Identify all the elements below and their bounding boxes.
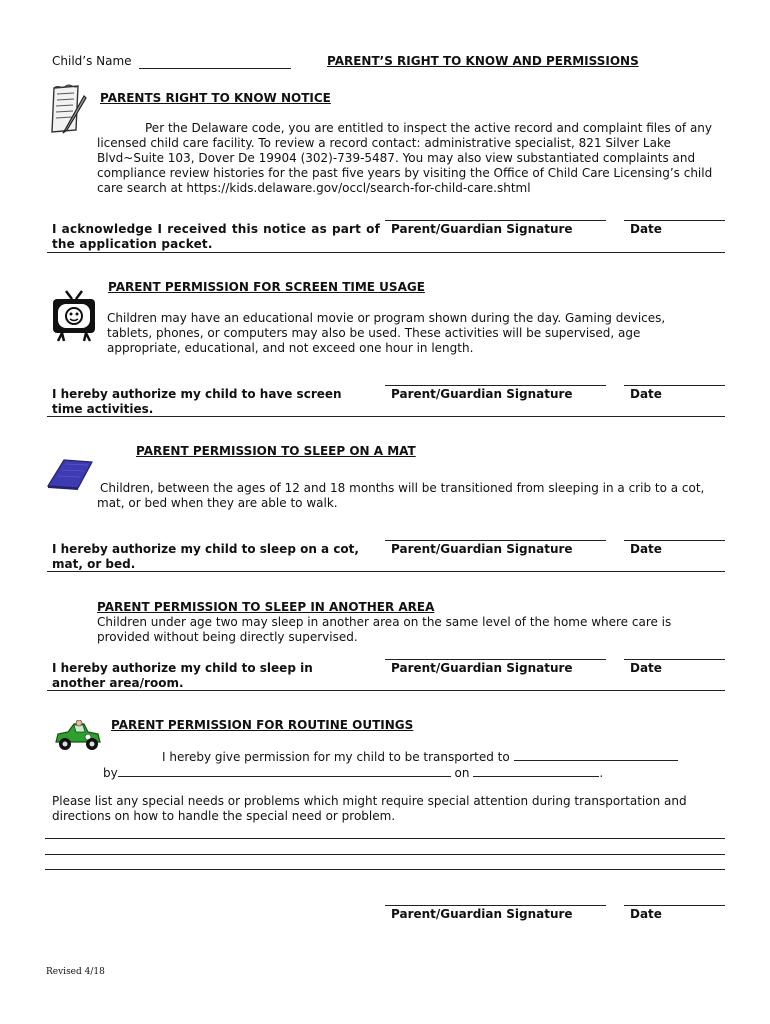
notice-signature-line[interactable] — [385, 220, 606, 221]
period: . — [599, 766, 604, 780]
on-label: on — [454, 766, 470, 780]
outings-date-label: Date — [630, 907, 662, 921]
television-icon — [50, 289, 98, 345]
outings-date-line[interactable] — [624, 905, 725, 906]
screen-time-date-label: Date — [630, 387, 662, 401]
notice-date-label: Date — [630, 222, 662, 236]
another-area-signature-label: Parent/Guardian Signature — [391, 661, 573, 675]
notice-body: Per the Delaware code, you are entitled to inspect the active record and complaint files of any licensed child care facility. To review a record contact: administrative specialist, 821 Silver Lake Blvd~Suite 103, Dover De 19904 (302)-739-5487. You may also view substantiated complaints and compliance review histories for the past five years by visiting the Office of Child Care Licensing’s child care search at https://kids.delaware.gov/occl/search-for-child-care.shtml — [97, 121, 713, 195]
outings-signature-label: Parent/Guardian Signature — [391, 907, 573, 921]
section-divider — [47, 690, 725, 691]
screen-time-acknowledgement: I hereby authorize my child to have screen time activities. — [52, 387, 342, 416]
special-needs-line-3[interactable] — [45, 869, 725, 870]
mat-acknowledgement: I hereby authorize my child to sleep on a cot, mat, or bed. — [52, 542, 359, 571]
another-area-signature-line[interactable] — [385, 659, 606, 660]
notepad-pencil-icon — [48, 84, 90, 136]
transport-by-field[interactable] — [118, 764, 451, 777]
revision-note: Revised 4/18 — [46, 967, 105, 977]
special-needs-instructions: Please list any special needs or problems which might require special attention during transportation and directions on how to handle the special need or problem. — [52, 794, 687, 823]
another-area-acknowledgement: I hereby authorize my child to sleep in another area/room. — [52, 661, 313, 690]
special-needs-line-1[interactable] — [45, 838, 725, 839]
mat-signature-line[interactable] — [385, 540, 606, 541]
mat-body: Children, between the ages of 12 and 18 months will be transitioned from sleeping in a crib to a cot, mat, or bed when they are able to walk. — [97, 481, 705, 510]
outings-signature-line[interactable] — [385, 905, 606, 906]
screen-time-date-line[interactable] — [624, 385, 725, 386]
another-area-heading: PARENT PERMISSION TO SLEEP IN ANOTHER AREA — [97, 600, 435, 614]
special-needs-line-2[interactable] — [45, 854, 725, 855]
destination-field[interactable] — [514, 748, 678, 761]
mat-date-label: Date — [630, 542, 662, 556]
mat-heading: PARENT PERMISSION TO SLEEP ON A MAT — [136, 444, 416, 458]
mat-date-line[interactable] — [624, 540, 725, 541]
screen-time-signature-label: Parent/Guardian Signature — [391, 387, 573, 401]
race-car-icon — [52, 720, 102, 752]
screen-time-signature-line[interactable] — [385, 385, 606, 386]
outings-heading: PARENT PERMISSION FOR ROUTINE OUTINGS — [111, 718, 414, 732]
section-divider — [47, 571, 725, 572]
another-area-body: Children under age two may sleep in another area on the same level of the home where care is provided without being directly supervised. — [97, 615, 672, 644]
form-title: PARENT’S RIGHT TO KNOW AND PERMISSIONS — [327, 54, 639, 68]
by-label: by — [103, 766, 118, 780]
another-area-date-label: Date — [630, 661, 662, 675]
notice-heading: PARENTS RIGHT TO KNOW NOTICE — [100, 91, 331, 105]
mat-signature-label: Parent/Guardian Signature — [391, 542, 573, 556]
another-area-date-line[interactable] — [624, 659, 725, 660]
child-name-field[interactable] — [139, 68, 291, 69]
screen-time-heading: PARENT PERMISSION FOR SCREEN TIME USAGE — [108, 280, 425, 294]
child-name-label: Child’s Name — [52, 54, 132, 68]
notice-date-line[interactable] — [624, 220, 725, 221]
outings-by-line — [103, 764, 603, 781]
outings-permission-line — [162, 748, 678, 765]
sleeping-mat-icon — [46, 458, 96, 492]
outings-permission-text: I hereby give permission for my child to be transported to — [162, 750, 510, 764]
transport-date-field[interactable] — [473, 764, 599, 777]
section-divider — [47, 416, 725, 417]
notice-signature-label: Parent/Guardian Signature — [391, 222, 573, 236]
screen-time-body: Children may have an educational movie or program shown during the day. Gaming devices, tablets, phones, or computers may also be used. These activities will be supervised, age appropriate, educational, and not exceed one hour in length. — [107, 311, 666, 355]
section-divider — [47, 252, 725, 253]
notice-acknowledgement: I acknowledge I received this notice as part of the application packet. — [52, 222, 380, 251]
